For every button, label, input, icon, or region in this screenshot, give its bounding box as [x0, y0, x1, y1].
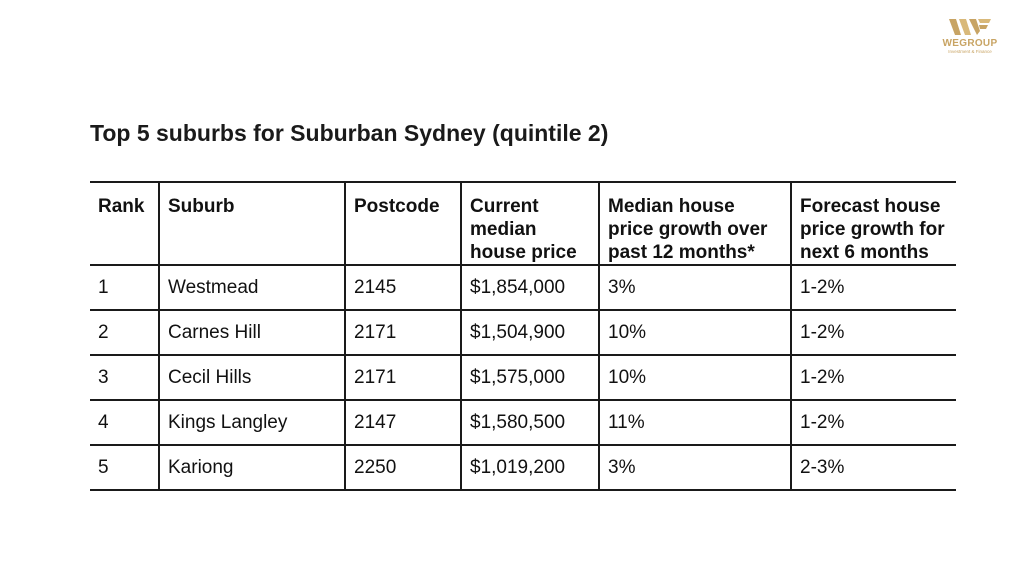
cell-postcode: 2250: [345, 445, 461, 490]
table-row: [90, 355, 956, 400]
cell-forecast: 2-3%: [791, 445, 956, 490]
cell-forecast: 1-2%: [791, 355, 956, 400]
table-row: [90, 265, 956, 310]
table-row: [90, 400, 956, 445]
cell-growth: 11%: [599, 400, 791, 445]
cell-postcode: 2147: [345, 400, 461, 445]
cell-price: $1,575,000: [461, 355, 599, 400]
suburbs-table: [90, 181, 956, 491]
cell-rank: 4: [90, 400, 159, 445]
cell-suburb: Carnes Hill: [159, 310, 345, 355]
cell-forecast: 1-2%: [791, 400, 956, 445]
header-current-price: Current median house price: [461, 182, 599, 265]
cell-price: $1,854,000: [461, 265, 599, 310]
cell-rank: 2: [90, 310, 159, 355]
cell-growth: 3%: [599, 445, 791, 490]
cell-suburb: Westmead: [159, 265, 345, 310]
logo-tagline: Investment & Finance: [948, 49, 992, 54]
cell-growth: 3%: [599, 265, 791, 310]
cell-rank: 1: [90, 265, 159, 310]
header-rank: Rank: [90, 182, 159, 265]
cell-postcode: 2171: [345, 355, 461, 400]
header-postcode: Postcode: [345, 182, 461, 265]
header-forecast-6-months: Forecast house price growth for next 6 months: [791, 182, 956, 265]
wegroup-logo-icon: [947, 18, 993, 36]
table-row: [90, 445, 956, 490]
cell-postcode: 2171: [345, 310, 461, 355]
header-suburb: Suburb: [159, 182, 345, 265]
cell-forecast: 1-2%: [791, 265, 956, 310]
page-title: Top 5 suburbs for Suburban Sydney (quintile 2): [90, 120, 609, 146]
cell-rank: 3: [90, 355, 159, 400]
table-row: [90, 310, 956, 355]
table-header-row: [90, 182, 956, 265]
cell-suburb: Cecil Hills: [159, 355, 345, 400]
cell-suburb: Kariong: [159, 445, 345, 490]
cell-postcode: 2145: [345, 265, 461, 310]
cell-growth: 10%: [599, 355, 791, 400]
logo-name: WEGROUP: [942, 38, 998, 49]
cell-growth: 10%: [599, 310, 791, 355]
cell-rank: 5: [90, 445, 159, 490]
cell-price: $1,019,200: [461, 445, 599, 490]
cell-price: $1,504,900: [461, 310, 599, 355]
header-growth-12-months: Median house price growth over past 12 months*: [599, 182, 791, 265]
brand-logo: [936, 18, 1004, 55]
cell-forecast: 1-2%: [791, 310, 956, 355]
cell-price: $1,580,500: [461, 400, 599, 445]
cell-suburb: Kings Langley: [159, 400, 345, 445]
